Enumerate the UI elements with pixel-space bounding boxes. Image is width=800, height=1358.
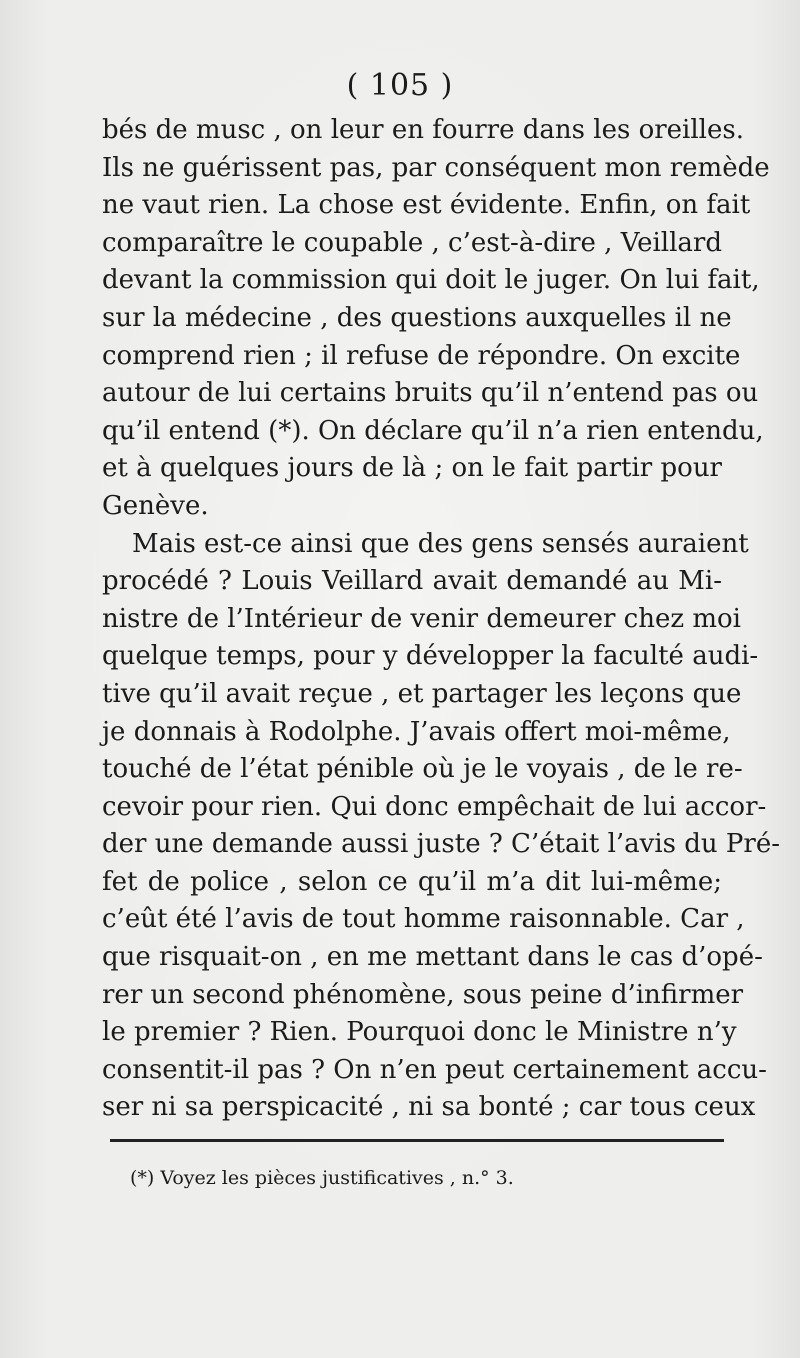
text-line: autour de lui certains bruits qu’il n’entend pas ou: [102, 378, 759, 409]
text-line: quelque temps, pour y développer la faculté audi-: [102, 641, 759, 672]
footnote: (*) Voyez les pièces justificatives , n.° 3.: [130, 1167, 514, 1189]
text-line: le premier ? Rien. Pourquoi donc le Ministre n’y: [102, 1017, 737, 1048]
text-line: et à quelques jours de là ; on le fait partir pour: [102, 453, 722, 484]
text-line: consentit-il pas ? On n’en peut certainement accu-: [102, 1054, 767, 1085]
text-line: comprend rien ; il refuse de répondre. On excite: [102, 340, 741, 371]
text-line: c’eût été l’avis de tout homme raisonnable. Car ,: [102, 904, 745, 935]
text-line: touché de l’état pénible où je le voyais , de le re-: [102, 754, 743, 785]
text-line: tive qu’il avait reçue , et partager les leçons que: [102, 678, 742, 709]
text-line: rer un second phénomène, sous peine d’infirmer: [102, 979, 744, 1010]
text-line: je donnais à Rodolphe. J’avais offert moi-même,: [102, 716, 731, 747]
paragraph-start-line: Mais est-ce ainsi que des gens sensés auraient: [132, 528, 749, 559]
text-line: ne vaut rien. La chose est évidente. Enfin, on fait: [102, 190, 751, 221]
text-line: comparaître le coupable , c’est-à-dire , Veillard: [102, 227, 722, 258]
text-line: devant la commission qui doit le juger. On lui fait,: [102, 265, 760, 296]
text-line: cevoir pour rien. Qui donc empêchait de lui accor-: [102, 791, 767, 822]
text-line: fet de police , selon ce qu’il m’a dit lui-même;: [102, 866, 722, 897]
text-line: ser ni sa perspicacité , ni sa bonté ; car tous ceux: [102, 1092, 756, 1123]
text-line: bés de musc , on leur en fourre dans les oreilles.: [102, 115, 744, 145]
text-line: nistre de l’Intérieur de venir demeurer chez moi: [102, 603, 741, 634]
body-text: [102, 112, 781, 1127]
text-line: procédé ? Louis Veillard avait demandé au Mi-: [102, 566, 722, 597]
text-line: qu’il entend (*). On déclare qu’il n’a rien entendu,: [102, 415, 764, 446]
footnote-divider: [110, 1139, 724, 1142]
text-line: que risquait-on , en me mettant dans le cas d’opé-: [102, 942, 763, 973]
text-line: der une demande aussi juste ? C’était l’avis du Pré-: [102, 829, 781, 860]
text-line: sur la médecine , des questions auxquelles il ne: [102, 302, 732, 333]
text-line: Ils ne guérissent pas, par conséquent mon remède: [102, 152, 770, 183]
page-number: ( 105 ): [346, 68, 454, 103]
text-line: Genève.: [102, 490, 209, 521]
